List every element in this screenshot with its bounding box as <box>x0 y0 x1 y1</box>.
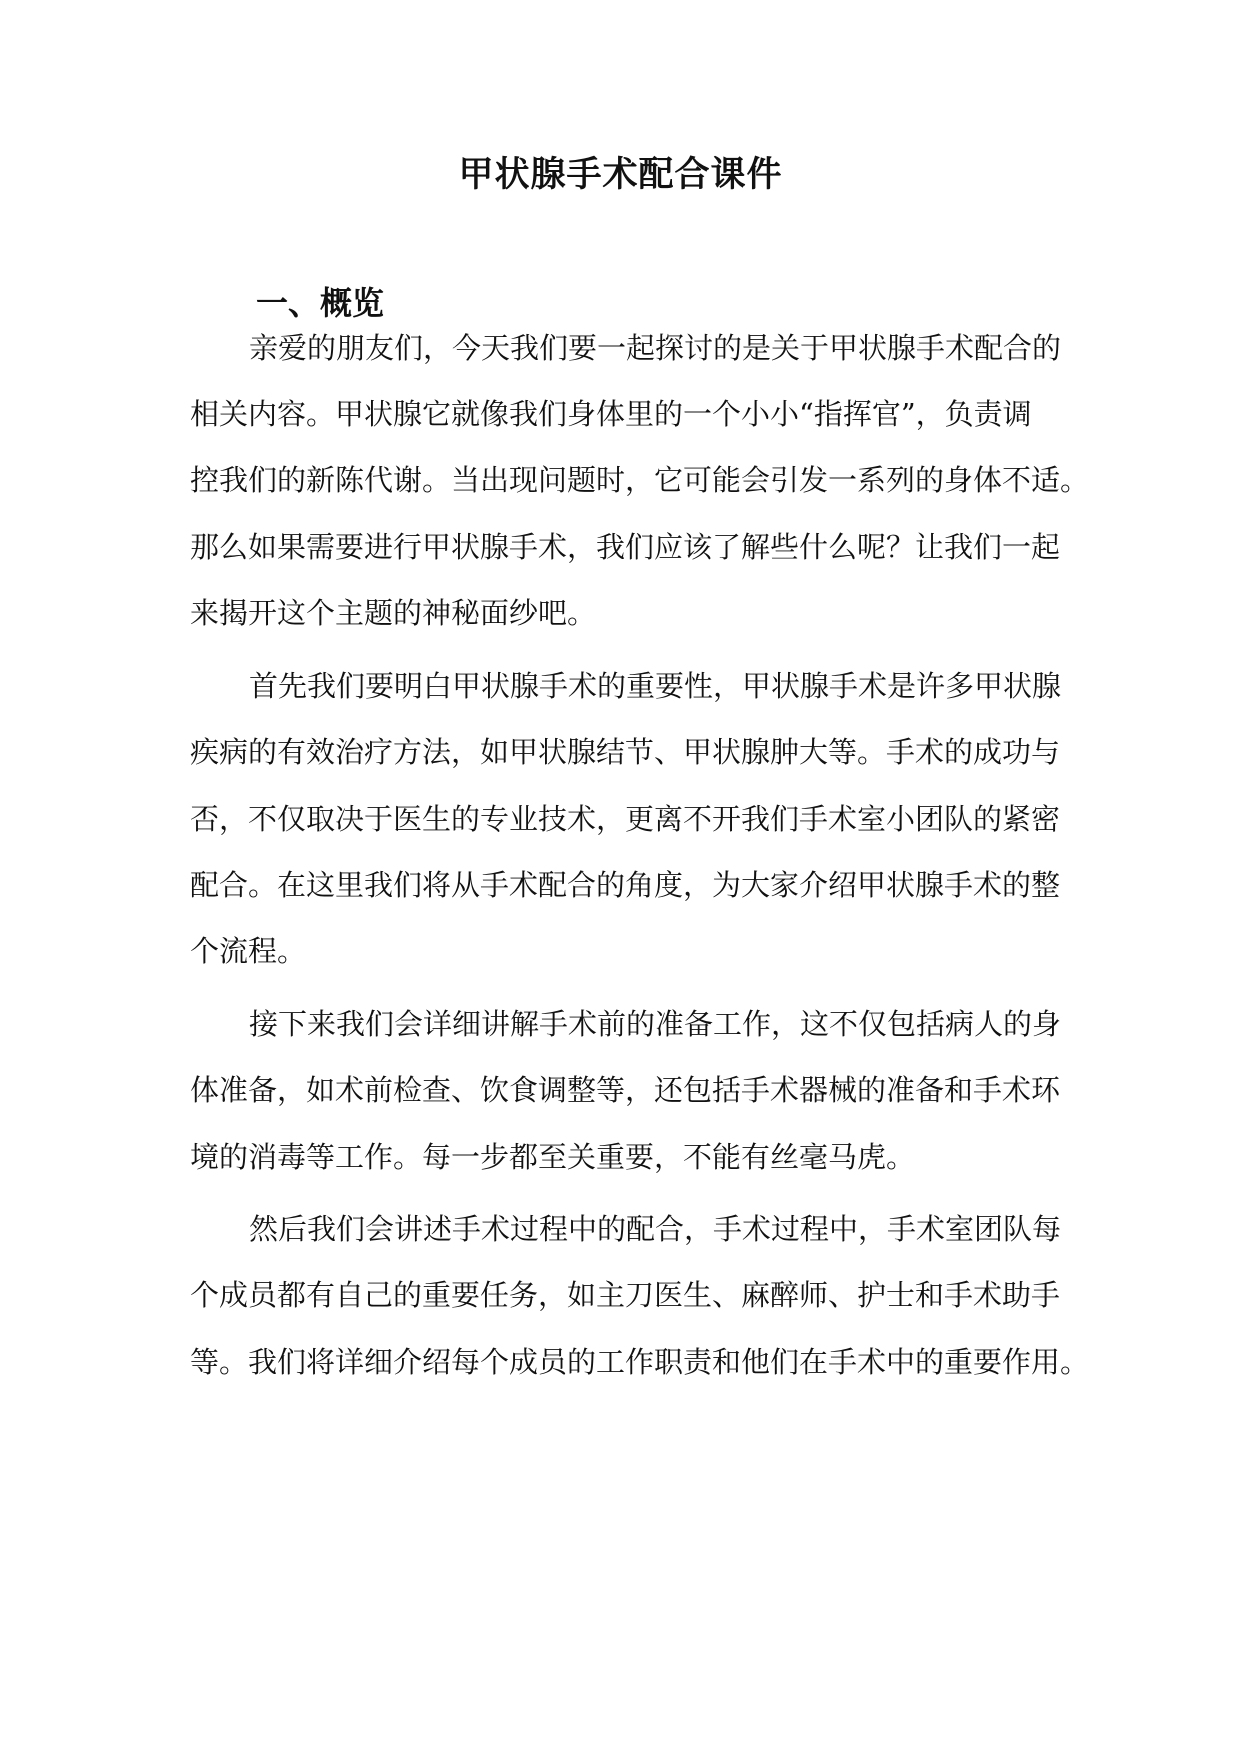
paragraph-4-line-2: 个成员都有自己的重要任务，如主刀医生、麻醉师、护士和手术助手 <box>190 1278 1061 1312</box>
paragraph-3-line-2: 体准备，如术前检查、饮食调整等，还包括手术器械的准备和手术环 <box>190 1073 1061 1107</box>
paragraph-2-line-3: 否，不仅取决于医生的专业技术，更离不开我们手术室小团队的紧密 <box>190 802 1061 836</box>
paragraph-2-line-5: 个流程。 <box>190 934 307 968</box>
paragraph-2-line-1: 首先我们要明白甲状腺手术的重要性，甲状腺手术是许多甲状腺 <box>249 669 1062 703</box>
paragraph-3-line-3: 境的消毒等工作。每一步都至关重要，不能有丝毫马虎。 <box>190 1140 916 1174</box>
paragraph-1-line-1: 亲爱的朋友们，今天我们要一起探讨的是关于甲状腺手术配合的 <box>249 331 1062 365</box>
paragraph-1-line-3: 控我们的新陈代谢。当出现问题时，它可能会引发一系列的身体不适。 <box>190 463 1090 497</box>
section-heading-overview: 一、概览 <box>256 284 385 322</box>
document-title: 甲状腺手术配合课件 <box>458 154 783 195</box>
paragraph-2-line-4: 配合。在这里我们将从手术配合的角度，为大家介绍甲状腺手术的整 <box>190 868 1061 902</box>
paragraph-4-line-3: 等。我们将详细介绍每个成员的工作职责和他们在手术中的重要作用。 <box>190 1345 1090 1379</box>
paragraph-3-line-1: 接下来我们会详细讲解手术前的准备工作，这不仅包括病人的身 <box>249 1007 1062 1041</box>
paragraph-1-line-4: 那么如果需要进行甲状腺手术，我们应该了解些什么呢？让我们一起 <box>190 530 1061 564</box>
paragraph-4-line-1: 然后我们会讲述手术过程中的配合，手术过程中，手术室团队每 <box>249 1212 1062 1246</box>
paragraph-1-line-2: 相关内容。甲状腺它就像我们身体里的一个小小“指挥官”，负责调 <box>190 397 1032 431</box>
paragraph-1-line-5: 来揭开这个主题的神秘面纱吧。 <box>190 596 597 630</box>
paragraph-2-line-2: 疾病的有效治疗方法，如甲状腺结节、甲状腺肿大等。手术的成功与 <box>190 735 1061 769</box>
